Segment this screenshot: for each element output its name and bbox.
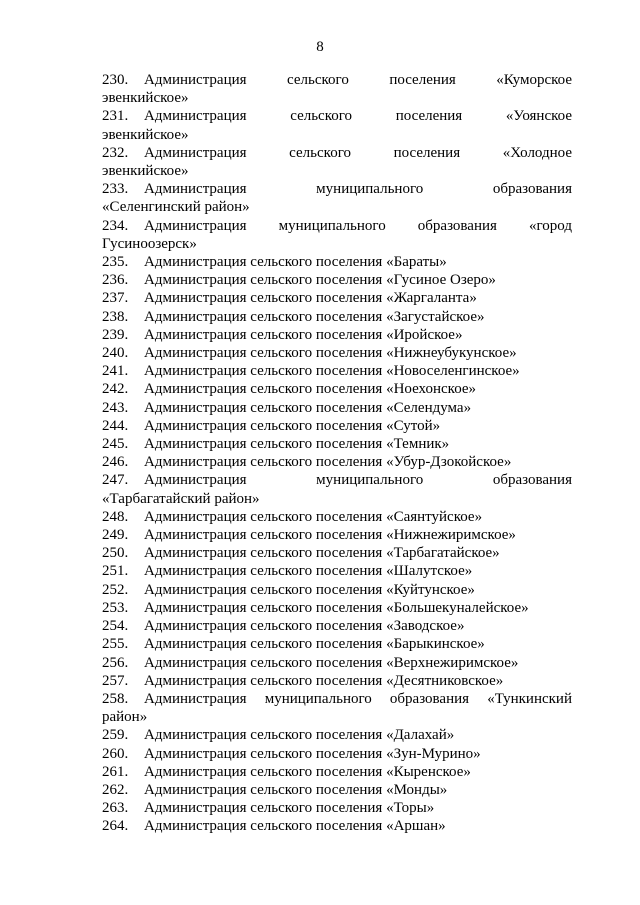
item-number: 255. [102,636,129,653]
list-item [102,435,572,453]
item-text: Администрация сельского поселения «Куйтунское» [144,581,475,598]
page-number: 8 [316,39,324,55]
item-text: Администрация сельского поселения «Торы» [144,800,435,817]
item-number: 243. [102,399,129,416]
list-item [102,763,572,781]
list-item-line [102,253,572,271]
item-text-continuation: Гусиноозерск» [102,235,197,252]
item-text-continuation: эвенкийское» [102,163,189,180]
list-item-line [102,690,572,708]
item-text: Администрация муниципального образования «город [144,217,572,234]
item-number: 247. [102,472,129,489]
list-item [102,817,572,835]
item-number: 232. [102,144,129,161]
list-item-line [102,599,572,617]
item-text: Администрация сельского поселения «Десятниковское» [144,672,504,689]
item-number: 239. [102,326,129,343]
item-number: 250. [102,545,129,562]
item-number: 260. [102,745,129,762]
item-text-continuation: район» [102,709,148,726]
item-number: 245. [102,436,129,453]
item-number: 256. [102,654,129,671]
item-number: 246. [102,454,129,471]
item-number: 259. [102,727,129,744]
item-text: Администрация сельского поселения «Уоянское [144,108,572,125]
item-number: 257. [102,672,129,689]
list-item-line [102,799,572,817]
item-text: Администрация сельского поселения «Верхнежиримское» [144,654,519,671]
item-text-continuation: эвенкийское» [102,90,189,107]
item-number: 248. [102,508,129,525]
item-text: Администрация сельского поселения «Саянтуйское» [144,508,483,525]
list-item [102,654,572,672]
list-item-line [102,417,572,435]
item-text: Администрация сельского поселения «Куморское [144,72,572,88]
item-text: Администрация сельского поселения «Холодное [144,144,572,161]
list-item [102,271,572,289]
item-number: 261. [102,763,129,780]
item-text-continuation: эвенкийское» [102,126,189,143]
list-item-line [102,544,572,562]
list-item [102,380,572,398]
item-number: 236. [102,272,129,289]
list-item-line [102,180,572,198]
list-item-line [102,508,572,526]
list-item-line [102,144,572,162]
list-item [102,562,572,580]
item-text: Администрация сельского поселения «Далахай» [144,727,455,744]
list-item-line [102,526,572,544]
list-item-line [102,562,572,580]
list-item-line [102,399,572,417]
item-number: 231. [102,108,129,125]
entry-list [102,71,572,836]
list-item-line [102,217,572,235]
item-text: Администрация сельского поселения «Иройское» [144,326,463,343]
item-text-continuation: «Селенгинский район» [102,199,250,216]
list-item-line [102,745,572,763]
item-text: Администрация сельского поселения «Барыкинское» [144,636,485,653]
item-text: Администрация муниципального образования [144,181,572,198]
list-item-line [102,654,572,672]
list-item [102,253,572,271]
list-item-line [102,435,572,453]
list-item-line [102,635,572,653]
list-item [102,745,572,763]
list-item-line [102,326,572,344]
list-item [102,308,572,326]
item-text: Администрация сельского поселения «Кыренское» [144,763,471,780]
list-item [102,799,572,817]
item-text: Администрация сельского поселения «Загустайское» [144,308,485,325]
item-text: Администрация муниципального образования [144,472,572,489]
list-item-line [102,289,572,307]
list-item [102,599,572,617]
list-item [102,180,572,216]
item-text: Администрация сельского поселения «Сутой» [144,417,441,434]
list-item [102,471,572,507]
item-number: 241. [102,363,129,380]
item-number: 234. [102,217,129,234]
item-text-continuation: «Тарбагатайский район» [102,490,260,507]
item-text: Администрация сельского поселения «Нижнежиримское» [144,527,516,544]
list-item-line [102,817,572,835]
item-number: 237. [102,290,129,307]
list-item [102,581,572,599]
item-number: 263. [102,800,129,817]
list-item-line [102,672,572,690]
list-item [102,526,572,544]
item-number: 238. [102,308,129,325]
item-text: Администрация сельского поселения «Темник» [144,436,450,453]
item-text: Администрация сельского поселения «Ноехонское» [144,381,477,398]
item-text: Администрация сельского поселения «Большекуналейское» [144,599,529,616]
item-number: 244. [102,417,129,434]
item-text: Администрация сельского поселения «Селендума» [144,399,472,416]
list-item [102,144,572,180]
item-text: Администрация сельского поселения «Тарбагатайское» [144,545,500,562]
item-number: 233. [102,181,129,198]
item-number: 254. [102,618,129,635]
list-item [102,617,572,635]
list-item-line [102,71,572,89]
item-text: Администрация сельского поселения «Убур-Дзокойское» [144,454,512,471]
item-number: 251. [102,563,129,580]
list-item [102,289,572,307]
list-item-line [102,380,572,398]
item-text: Администрация сельского поселения «Монды» [144,781,448,798]
item-number: 235. [102,254,129,271]
item-text: Администрация сельского поселения «Аршан» [144,818,446,835]
item-text: Администрация сельского поселения «Зун-Мурино» [144,745,481,762]
list-item-line [102,617,572,635]
item-text: Администрация сельского поселения «Жаргаланта» [144,290,477,307]
list-item [102,781,572,799]
list-item-line [102,763,572,781]
list-item [102,217,572,253]
list-item [102,544,572,562]
list-item-line [102,781,572,799]
item-number: 264. [102,818,129,835]
list-item [102,326,572,344]
list-item [102,344,572,362]
item-text: Администрация сельского поселения «Гусиное Озеро» [144,272,496,289]
list-item [102,672,572,690]
item-number: 242. [102,381,129,398]
item-number: 230. [102,72,129,88]
list-item-line [102,362,572,380]
list-item [102,726,572,744]
item-number: 252. [102,581,129,598]
item-text: Администрация сельского поселения «Шалутское» [144,563,473,580]
list-item [102,508,572,526]
list-item [102,453,572,471]
item-number: 258. [102,690,129,707]
item-number: 240. [102,345,129,362]
item-number: 262. [102,781,129,798]
list-item [102,399,572,417]
list-item [102,690,572,726]
list-item [102,71,572,107]
item-text: Администрация сельского поселения «Заводское» [144,618,465,635]
item-text: Администрация сельского поселения «Нижнеубукунское» [144,345,517,362]
item-text: Администрация сельского поселения «Новоселенгинское» [144,363,520,380]
list-item-line [102,308,572,326]
list-item-line [102,107,572,125]
list-item [102,635,572,653]
item-number: 249. [102,527,129,544]
item-text: Администрация муниципального образования «Тункинский [144,690,572,707]
list-item-line [102,271,572,289]
list-item-line [102,471,572,489]
list-item-line [102,581,572,599]
item-text: Администрация сельского поселения «Бараты» [144,254,447,271]
list-item-line [102,344,572,362]
list-item [102,417,572,435]
list-item [102,362,572,380]
list-item [102,107,572,143]
item-number: 253. [102,599,129,616]
list-item-line [102,453,572,471]
list-item-line [102,726,572,744]
